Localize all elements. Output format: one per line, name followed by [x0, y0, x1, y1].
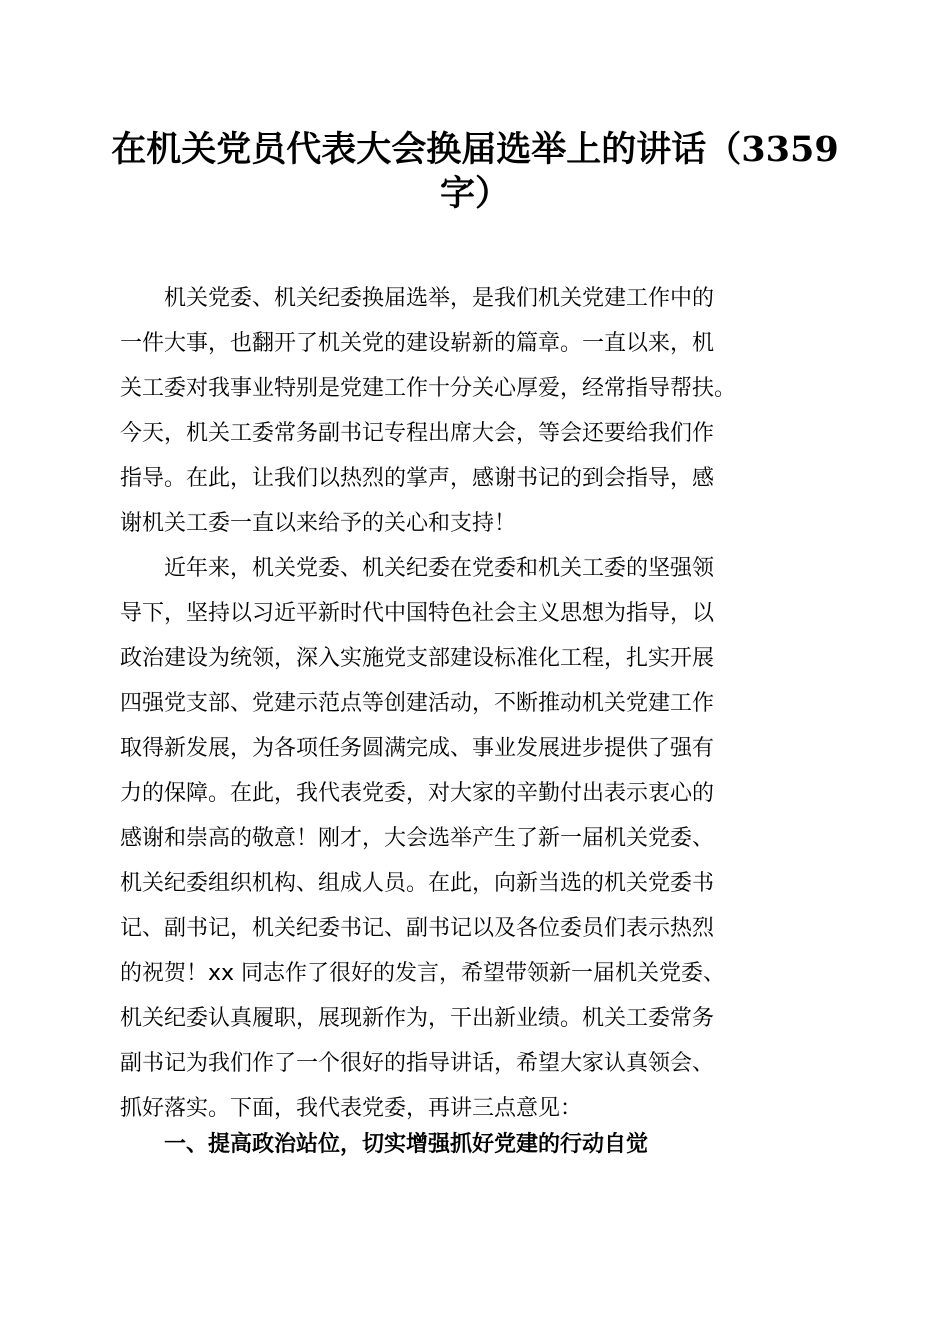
paragraph-line: 机关党委、机关纪委换届选举，是我们机关党建工作中的	[164, 286, 715, 311]
paragraph-line: 政治建设为统领，深入实施党支部建设标准化工程，扎实开展	[120, 646, 715, 671]
title-line-2: 字）	[439, 173, 510, 214]
paragraph-1-cont	[120, 321, 830, 546]
paragraph-2-cont	[120, 591, 830, 1131]
paragraph-1	[120, 276, 830, 321]
section-heading: 一、提高政治站位，切实增强抓好党建的行动自觉	[164, 1132, 649, 1157]
paragraph-line: 记、副书记，机关纪委书记、副书记以及各位委员们表示热烈	[120, 916, 715, 941]
paragraph-line: 指导。在此，让我们以热烈的掌声，感谢书记的到会指导，感	[120, 466, 715, 491]
paragraph-line: 关工委对我事业特别是党建工作十分关心厚爱，经常指导帮扶。	[120, 376, 737, 401]
title-line-1: 在机关党员代表大会换届选举上的讲话（3359	[111, 129, 839, 170]
paragraph-line: 取得新发展，为各项任务圆满完成、事业发展进步提供了强有	[120, 736, 715, 761]
paragraph-line: 机关纪委认真履职，展现新作为，干出新业绩。机关工委常务	[120, 1006, 715, 1031]
paragraph-line: 感谢和崇高的敬意！刚才，大会选举产生了新一届机关党委、	[120, 826, 715, 851]
paragraph-line: 副书记为我们作了一个很好的指导讲话，希望大家认真领会、	[120, 1051, 715, 1076]
body-text	[120, 276, 830, 1131]
paragraph-line: 一件大事，也翻开了机关党的建设崭新的篇章。一直以来，机	[120, 331, 715, 356]
paragraph-line: 今天，机关工委常务副书记专程出席大会，等会还要给我们作	[120, 421, 715, 446]
paragraph-line: 近年来，机关党委、机关纪委在党委和机关工委的坚强领	[164, 556, 715, 581]
paragraph-line: 导下，坚持以习近平新时代中国特色社会主义思想为指导，以	[120, 601, 715, 626]
paragraph-line: 的祝贺！xx 同志作了很好的发言，希望带领新一届机关党委、	[120, 961, 726, 986]
paragraph-line: 力的保障。在此，我代表党委，对大家的辛勤付出表示衷心的	[120, 781, 715, 806]
page-title	[0, 128, 950, 216]
paragraph-line: 机关纪委组织机构、组成人员。在此，向新当选的机关党委书	[120, 871, 715, 896]
paragraph-line: 谢机关工委一直以来给予的关心和支持！	[120, 511, 517, 536]
paragraph-2	[120, 546, 830, 591]
paragraph-line: 抓好落实。下面，我代表党委，再讲三点意见：	[120, 1096, 583, 1121]
paragraph-line: 四强党支部、党建示范点等创建活动，不断推动机关党建工作	[120, 691, 715, 716]
